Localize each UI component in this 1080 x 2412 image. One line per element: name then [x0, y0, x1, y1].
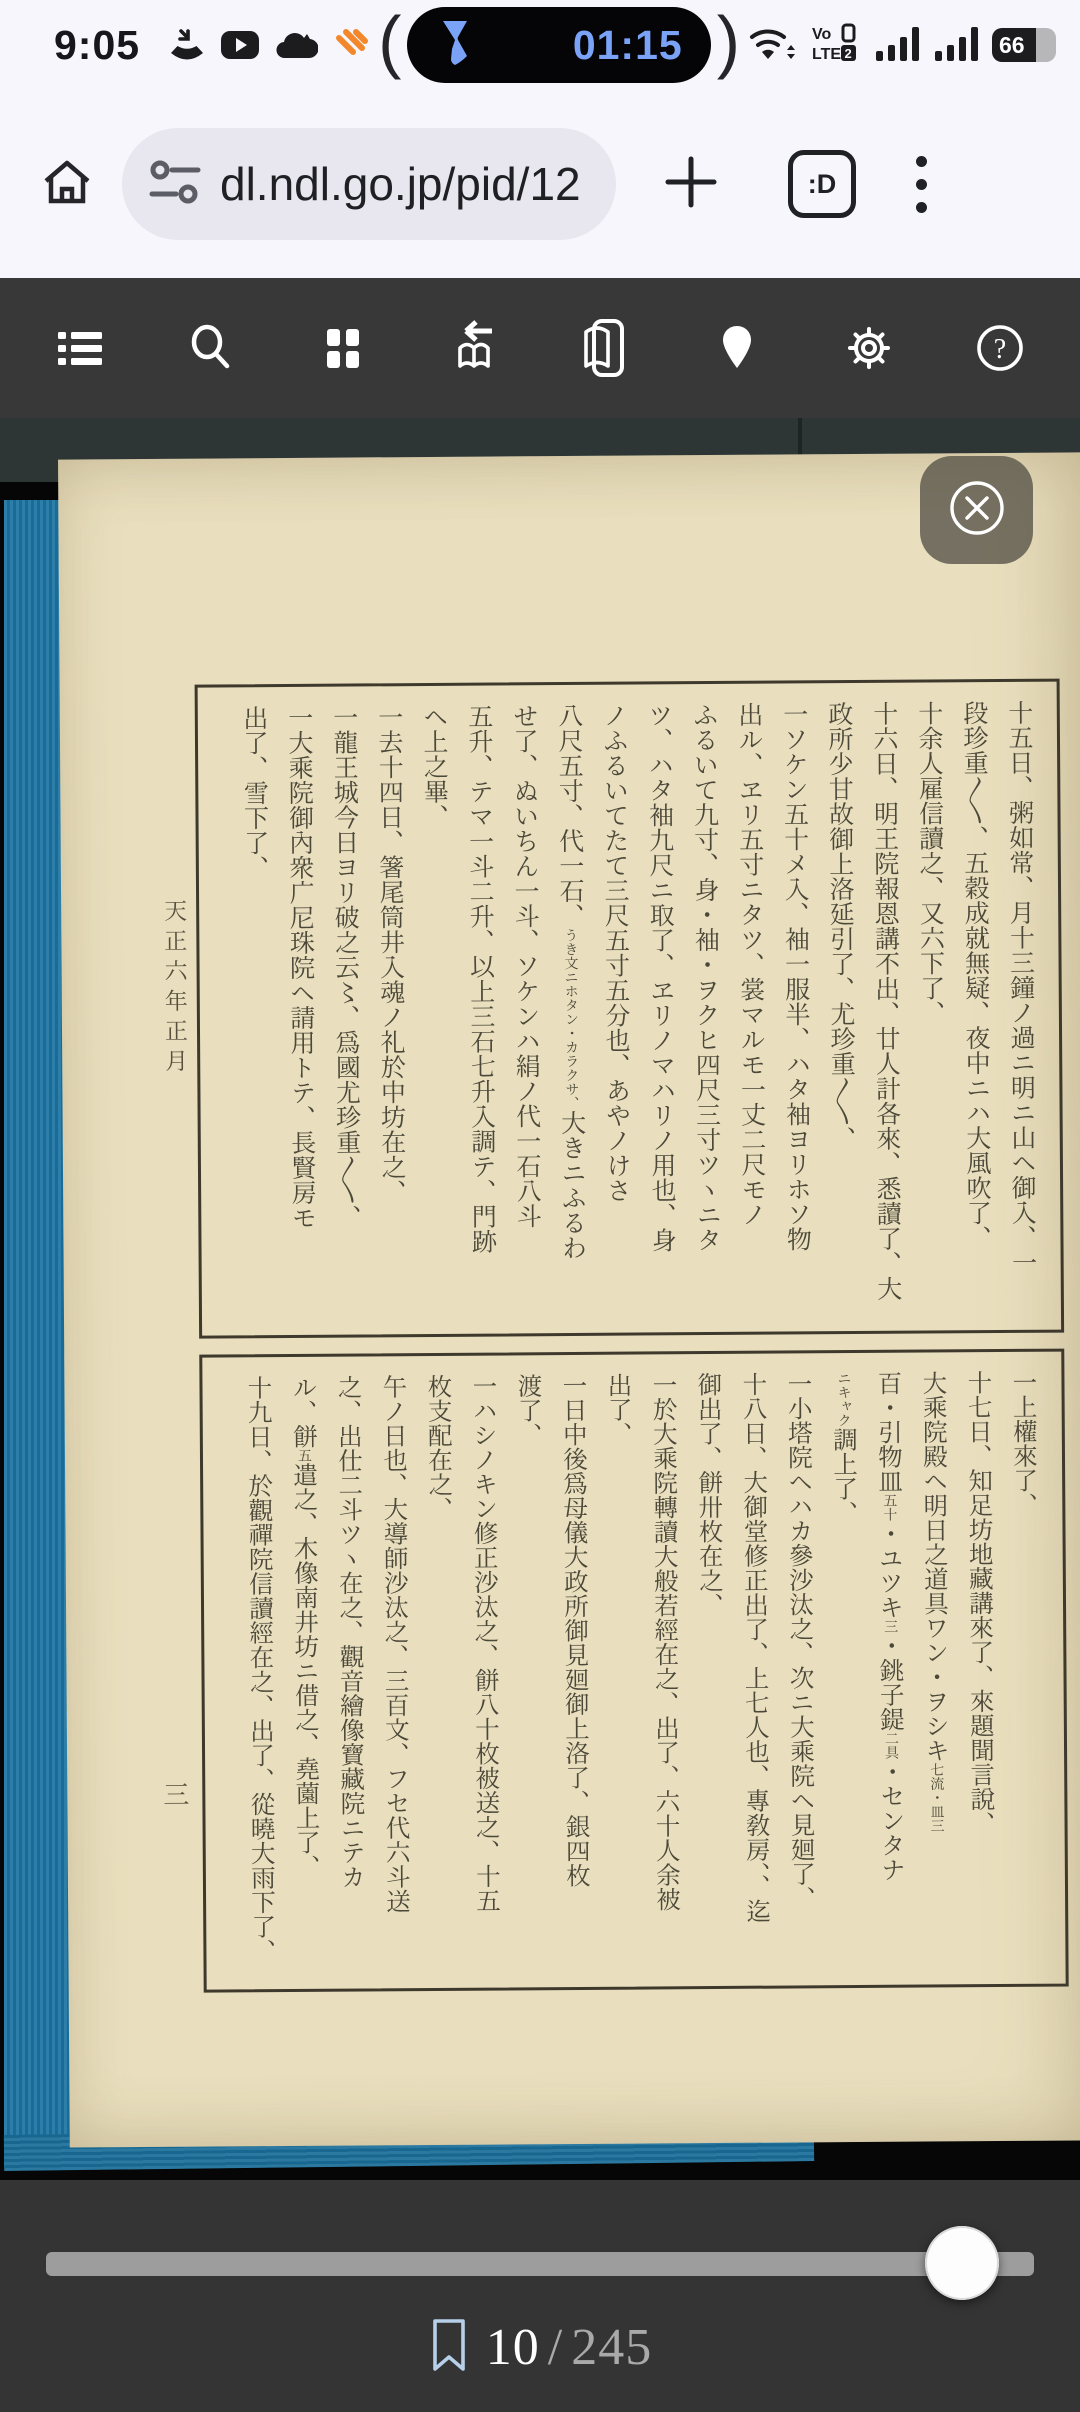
text-column: 一龍王城今日ヨリ破之云〻、爲國尤珍重〱、 [329, 704, 361, 1230]
tab-switcher[interactable] [788, 150, 856, 218]
page-direction-icon[interactable] [439, 313, 509, 383]
text-column: 一大乘院御內衆广尼珠院ヘ請用トテ、長賢房モ [284, 704, 316, 1230]
wifi-icon [746, 21, 798, 70]
text-column: 午ノ日也、大導師沙汰之、三百文、フセ代六斗送 [379, 1374, 411, 1914]
text-column: 一上權來了、 [1009, 1369, 1038, 1517]
text-frame-top [195, 679, 1065, 1339]
bookmark-icon [428, 2317, 470, 2378]
tab-count-face: :D [807, 168, 837, 199]
text-column: ノふるいてたて三尺五寸五分也、あやノけさ [599, 702, 631, 1203]
text-column: 一ソケン五十メ入、袖一服半、ハタ袖ヨリホソ物 [779, 701, 811, 1252]
help-icon[interactable] [965, 313, 1035, 383]
svg-text:?: ? [994, 334, 1007, 365]
url-text: dl.ndl.go.jp/pid/12 [220, 158, 581, 210]
new-tab-icon[interactable] [660, 151, 722, 218]
text-column: 渡了、 [514, 1373, 542, 1447]
text-column: 出了、 [604, 1372, 632, 1447]
text-column: ふるいて九寸、身・袖・ヲクヒ四尺三寸ツヽニタ [689, 701, 721, 1253]
text-column: 一於大乘院轉讀大般若經在之、出了、六十人余被 [649, 1372, 681, 1912]
home-icon[interactable] [36, 151, 98, 218]
text-column: せ了、ぬいちん一斗、ソケンハ絹ノ代一石八斗 [509, 703, 541, 1229]
text-column: 一小塔院ヘハカ參沙汰之、次ニ大乘院ヘ見廻了、 [784, 1371, 816, 1911]
url-bar[interactable] [122, 128, 616, 240]
folio-number: 三 [163, 1780, 190, 1810]
youtube-icon [218, 24, 262, 66]
era-margin-heading: 天正六年正月 [161, 898, 188, 1079]
open-paren: ( [378, 2, 402, 80]
svg-text:LTE: LTE [812, 45, 842, 63]
bottom-text-columns [202, 1352, 1065, 1990]
text-column: 十五日、粥如常、月十三鐘ノ過ニ明ニ山ヘ御入、一 [1004, 699, 1036, 1275]
viewer-bottom-bar [0, 2180, 1080, 2412]
total-pages: 245 [571, 2318, 653, 2376]
text-column: 十余人雇信讀之、又六下了、 [914, 700, 944, 1026]
text-column: 之、出仕二斗ツヽ在之、觀音繪像寶藏院ニテカ [334, 1374, 365, 1890]
text-column: 五升、テマ一斗二升、以上三石七升入調テ、門跡 [464, 703, 496, 1254]
text-column: 一ハシノキン修正沙汰之、餅八十枚被送之、十五 [469, 1373, 501, 1913]
close-icon [946, 477, 1008, 544]
menu-kebab-icon[interactable] [916, 156, 927, 213]
text-column: 十九日、於觀禪院信讀經在之、出了、從曉大雨下了、 [244, 1375, 276, 1964]
settings-gear-icon[interactable] [834, 313, 904, 383]
page-slider-thumb[interactable] [925, 2226, 999, 2300]
browser-toolbar [0, 90, 1080, 278]
timer-chip[interactable] [407, 7, 710, 83]
text-frame-bottom [199, 1349, 1068, 1993]
text-column: 十七日、知足坊地藏講來了、來題聞言說、 [964, 1370, 995, 1836]
text-column: 出ル、ヱリ五寸ニタツ、裳マルモ一丈二尺モノ [734, 701, 766, 1227]
scan-viewport[interactable] [0, 418, 1080, 2180]
text-column: 一去十四日、箸尾筒井入魂ノ礼於中坊在之、 [374, 704, 406, 1205]
location-pin-icon[interactable] [702, 313, 772, 383]
notification-icons [166, 24, 372, 66]
viewer-toolbar [0, 278, 1080, 418]
battery-icon [992, 28, 1056, 62]
text-column: ヘ上之畢、 [419, 703, 448, 830]
thumbnails-grid-icon[interactable] [308, 313, 378, 383]
close-button[interactable] [920, 456, 1033, 564]
text-column: ル、餅五遣之、木像南井坊ニ借之、堯薗上了、 [289, 1374, 320, 1879]
page-slider-track[interactable] [46, 2252, 1034, 2276]
text-column: 八尺五寸、代一石、うき文ニホタン・カラクサ、大きニふるわ [554, 702, 586, 1261]
cloud-icon [272, 24, 318, 66]
system-status-icons [746, 21, 1056, 70]
site-controls-icon[interactable] [148, 158, 204, 211]
page-separator: / [547, 2318, 564, 2376]
status-bar [0, 0, 1080, 90]
hourglass-icon [435, 17, 475, 74]
text-column: 大乘院殿ヘ明日之道具ワン・ヲシキ七流・皿三 [919, 1370, 950, 1833]
top-text-columns [198, 682, 1062, 1336]
text-column: 十六日、明王院報恩講不出、廿人計各來、悉讀了、大 [869, 700, 901, 1301]
missed-call-icon [166, 24, 208, 66]
current-page: 10 [485, 2318, 540, 2376]
text-column: ツ、ハタ袖九尺ニ取了、ヱリノマハリノ用也、身 [644, 702, 676, 1253]
health-heart-icon [328, 24, 372, 66]
fit-view-icon[interactable] [571, 313, 641, 383]
close-paren: ) [716, 2, 740, 80]
battery-percent: 66 [999, 32, 1025, 58]
text-column: 一日中後爲母儀大政所御見廻御上洛了、銀四枚 [559, 1372, 590, 1888]
svg-text:Vo: Vo [812, 25, 832, 43]
volte-icon [811, 21, 861, 70]
text-column: 御出了、餅卅枚在之、 [694, 1371, 724, 1618]
text-column: 出了、雪下了、 [239, 705, 268, 881]
text-column: 百・引物皿五十・ユツキ三・銚子鍉二具・センタナ [874, 1370, 905, 1882]
signal-bars-2 [933, 21, 979, 70]
search-icon[interactable] [176, 313, 246, 383]
text-column: 政所少甘故御上洛延引了、尤珍重〱、 [824, 701, 855, 1152]
text-column: 十八日、大御堂修正出了、上七人也、專敎房、、迄 [739, 1371, 771, 1924]
toc-icon[interactable] [45, 313, 115, 383]
svg-text:2: 2 [844, 45, 852, 61]
scanned-page [58, 452, 1080, 2147]
clock: 9:05 [54, 21, 141, 68]
text-column: 枚支配在之、 [424, 1373, 453, 1522]
page-indicator[interactable] [0, 2308, 1080, 2386]
text-column: 段珍重〱、五穀成就無疑、夜中ニハ大風吹了、 [959, 700, 991, 1251]
timer-value: 01:15 [572, 21, 683, 68]
signal-bars-1 [874, 21, 920, 70]
text-column: ニキャク調上了、 [829, 1371, 858, 1526]
